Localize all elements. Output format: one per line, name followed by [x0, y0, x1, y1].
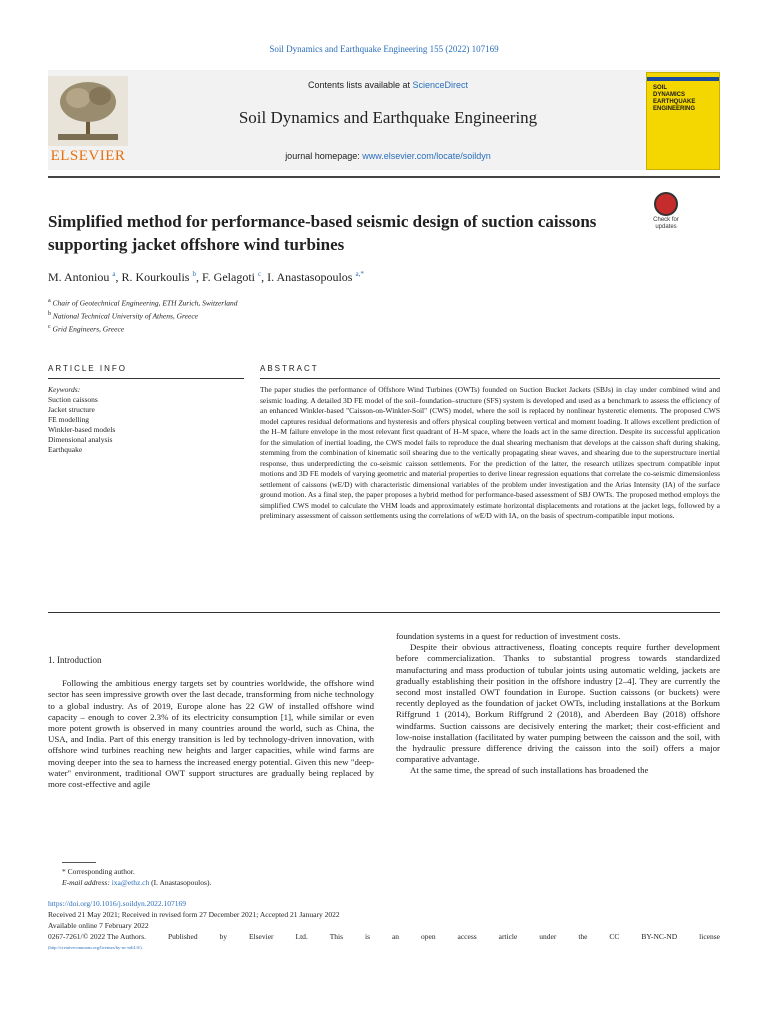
- author-name[interactable]: I. Anastasopoulos: [267, 270, 353, 284]
- corresponding-author-note: * Corresponding author.: [62, 867, 135, 876]
- homepage-prefix: journal homepage:: [285, 151, 363, 161]
- license-word: This: [329, 932, 344, 941]
- available-online: Available online 7 February 2022: [48, 921, 149, 930]
- contents-line: [138, 80, 638, 90]
- keyword-item: Winkler-based models: [48, 425, 116, 434]
- abstract-bottom-rule: [48, 612, 720, 613]
- cover-title: [653, 85, 695, 113]
- footnotes: [48, 866, 378, 888]
- author-affil-sup[interactable]: c: [258, 270, 262, 278]
- abstract-text: The paper studies the performance of Offshore Wind Turbines (OWTs) founded on Suction Bucket Jackets (SBJs) in clay under combined wind and seismic loading. A detailed 3D FE model of the soil–foundation–structure (SFS) system is developed and used as a benchmark to assess the efficiency of an enhanced Winkler-based "Caisson-on-Winkler-Soil" (CWS) model, where the soil is replaced by nonlinear hysteretic elements. The proposed CWS model captures residual deformations and hysteresis and offers physical coupling between vertical and moment loading. It allows excellent prediction of the H–M failure envelope in the most relevant first quadrant of H–M space, where the loads act in the same direction. Despite its successful application for the simulation of inertial loading, the CWS model fails to reproduce the dual shearing mechanism that develops at the caisson shaft during shaking, stemming from the combination of kinematic soil shearing due to the vertically propagating shear waves, and shearing due to the superstructure inertial response, thus underpredicting the co-seismic caisson settlements. For the prediction of the latter, the research utilizes spectrum compatible input motions and 3D FE models of varying geometric and material properties to derive linear regression equations that correlate the co-seismic dimensionless settlement of caissons (wE/D) with characteristic dimensional variables of the problem under investigation and the Arias Intensity (IA) of the surface ground motion. As a final step, the paper proposes a hybrid method for performance-based assessment of SBJ OWTs. The proposed method employs the simplified CWS model to calculate the VHM loads and approximately estimate horizontal displacements and rotations at the jacket legs, followed by a preliminary assessment of caisson settlements using the correlations of wE/D with IA, on the basis of spectrum-compatible input motions.: [260, 385, 720, 520]
- received-dates: Received 21 May 2021; Received in revised form 27 December 2021; Accepted 21 January 2022: [48, 910, 340, 919]
- journal-title: Soil Dynamics and Earthquake Engineering: [238, 108, 538, 127]
- keywords-list: [48, 385, 244, 455]
- header-divider: [48, 176, 720, 178]
- license-statement: [48, 931, 720, 942]
- affiliation: [48, 296, 448, 309]
- elsevier-tree-icon: [48, 76, 128, 146]
- body-left-column: [48, 655, 374, 790]
- crossmark-label-line: updates: [655, 224, 677, 230]
- body-paragraph: Following the ambitious energy targets set by countries worldwide, the offshore wind sector has seen impressive growth over the last decade, transforming from niche technology to a global industry. As of 2019, Europe alone has 22 GW of installed offshore wind capacity – enough to cover 2.3% of its electricity consumption [1], while similar or even more potent growth is observed in many countries around the world, such as China, the USA, and India. Part of this energy transition is led by technology-driven innovation, with offshore wind turbines reaching new heights and larger capacities, while wind farms are moving deeper into the sea to harness the increased energy potential. Given this new "deep-water" environment, traditional OWT support structures are gradually being replaced by more cost-effective and agile: [48, 678, 374, 790]
- contents-prefix: Contents lists available at: [307, 80, 413, 90]
- sciencedirect-link[interactable]: ScienceDirect: [412, 80, 469, 90]
- journal-cover-thumbnail[interactable]: [646, 72, 720, 170]
- author-name[interactable]: F. Gelagoti: [201, 270, 256, 284]
- license-word: CC: [609, 932, 620, 941]
- cover-line: EARTHQUAKE: [653, 99, 696, 105]
- cover-line: DYNAMICS: [653, 92, 686, 98]
- author-affil-sup[interactable]: a,*: [355, 270, 364, 278]
- doi-link[interactable]: https://doi.org/10.1016/j.soildyn.2022.107169: [48, 899, 186, 908]
- affiliation-text: National Technical University of Athens, Greece: [52, 311, 198, 321]
- license-word: Ltd.: [295, 932, 308, 941]
- keyword-item: Suction caissons: [48, 395, 98, 404]
- license-word: BY-NC-ND: [641, 932, 678, 941]
- email-note: [48, 877, 378, 888]
- journal-reference-link[interactable]: Soil Dynamics and Earthquake Engineering 155 (2022) 107169: [269, 44, 499, 54]
- crossmark-label: [646, 217, 686, 231]
- check-for-updates-button[interactable]: [646, 192, 686, 236]
- keyword-item: Jacket structure: [48, 405, 95, 414]
- email-suffix: (I. Anastasopoulos).: [149, 878, 212, 887]
- body-right-column: [396, 631, 720, 777]
- doi-block: [48, 898, 720, 953]
- license-word: by: [219, 932, 228, 941]
- article-info-heading: ARTICLE INFO: [48, 364, 127, 373]
- affiliation-text: Chair of Geotechnical Engineering, ETH Zurich, Switzerland: [52, 298, 238, 308]
- affiliation: [48, 322, 448, 335]
- affiliation-sup: c: [48, 324, 51, 330]
- license-word: the: [578, 932, 588, 941]
- author-affil-sup[interactable]: b: [192, 270, 196, 278]
- elsevier-wordmark: ELSEVIER: [50, 148, 126, 164]
- author-name[interactable]: R. Kourkoulis: [121, 270, 190, 284]
- article-info-rule: [48, 378, 244, 379]
- author-name[interactable]: M. Antoniou: [48, 270, 110, 284]
- body-paragraph: Despite their obvious attractiveness, floating concepts require further development before commercialization. Thanks to substantial progress towards standardized manufacturing and mass production of tubular joints using automatic welding, jackets are gradually establishing their position in the offshore industry [2–4]. They are currently the second most installed OWT foundation in Europe. Suction caissons (or buckets) were recently deployed as the foundation of jacket OWTs, including installations at the Borkum Riffgrund 1 (2014), Borkum Riffgrund 2 (2018), and Aberdeen Bay (2018) offshore windfarms. Suction caissons are decisively entering the market; their cost-efficient and low-noise installation (facilitated by water pumping between the caisson and the soil, with the hydraulic pressure difference driving the caisson into the soil) offers a major comparative advantage.: [396, 642, 720, 765]
- license-word: access: [457, 932, 477, 941]
- email-label: E-mail address:: [62, 878, 110, 887]
- license-word: under: [539, 932, 557, 941]
- affiliations: [48, 296, 448, 335]
- author-list: M. Antoniou $^a$, R. Kourkoulis $^b$, F. Gelagoti $^c$, I. Anastasopoulos $^{a,*}$: [48, 270, 364, 284]
- license-word: article: [498, 932, 518, 941]
- body-paragraph: foundation systems in a quest for reduction of investment costs.: [396, 631, 621, 641]
- abstract-heading: ABSTRACT: [260, 364, 319, 373]
- elsevier-logo: [48, 76, 128, 166]
- keyword-item: Earthquake: [48, 445, 83, 454]
- license-word: 0267-7261/© 2022 The Authors.: [48, 932, 147, 941]
- license-word: license: [699, 932, 720, 941]
- keywords-label: Keywords:: [48, 385, 81, 394]
- email-link[interactable]: ixa@ethz.ch: [111, 878, 150, 887]
- section-heading-introduction: 1. Introduction: [48, 655, 102, 665]
- license-word: is: [365, 932, 371, 941]
- crossmark-label-line: Check for: [653, 217, 679, 223]
- body-paragraph: At the same time, the spread of such installations has broadened the: [410, 765, 649, 776]
- article-title: Simplified method for performance-based seismic design of suction caissons supporting jacket offshore wind turbines: [48, 212, 597, 254]
- affiliation-text: Grid Engineers, Greece: [52, 324, 125, 334]
- affiliation: [48, 309, 448, 322]
- crossmark-icon: [654, 192, 678, 216]
- cover-line: ENGINEERING: [653, 106, 696, 112]
- author-affil-sup[interactable]: a: [112, 270, 116, 278]
- affiliation-sup: a: [48, 298, 51, 304]
- license-word: an: [391, 932, 400, 941]
- license-url-link[interactable]: (http://creativecommons.org/licenses/by-nc-nd/4.0/).: [48, 945, 143, 950]
- license-word: Published: [168, 932, 198, 941]
- abstract-rule: [260, 378, 720, 379]
- cover-band: [647, 77, 719, 81]
- license-word: Elsevier: [248, 932, 274, 941]
- license-word: open: [420, 932, 436, 941]
- affiliation-sup: b: [48, 311, 51, 317]
- footnote-rule: [62, 862, 96, 863]
- homepage-link[interactable]: www.elsevier.com/locate/soildyn: [362, 151, 491, 161]
- keyword-item: FE modelling: [48, 415, 90, 424]
- cover-line: SOIL: [653, 85, 668, 91]
- homepage-line: [138, 151, 638, 161]
- keyword-item: Dimensional analysis: [48, 435, 113, 444]
